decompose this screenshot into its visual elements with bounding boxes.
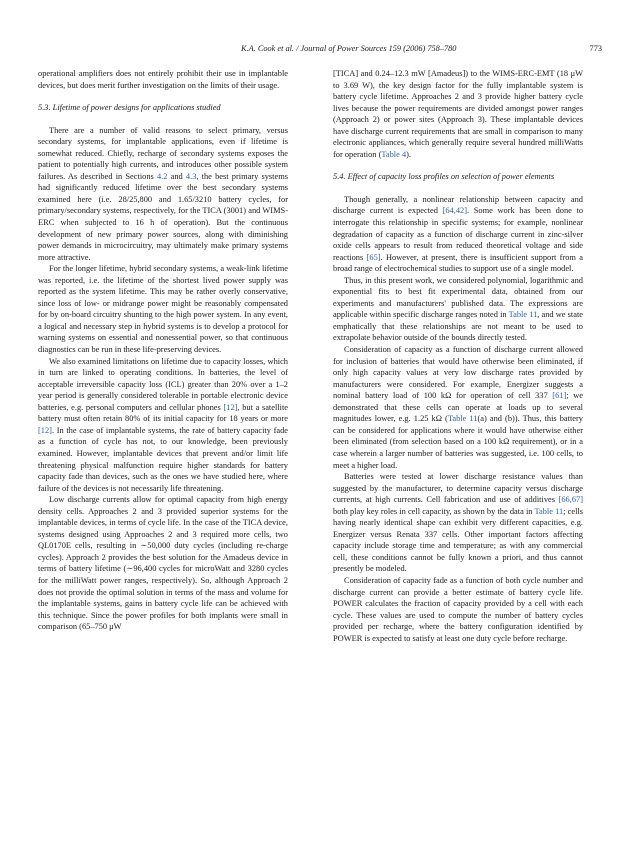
paragraph: [TICA] and 0.24–12.3 mW [Amadeus]) to the WIMS-ERC-EMT (18 μW to 3.69 W), the key design factor for the fully implantable system is battery cycle lifetime. Approaches 2 and 3 provide higher battery cycle lives because the power requirements are divided amongst power ranges (Approach 2) or power sites (Approach 3). These implantable devices have discharge current requirements that are small in comparison to many electronic appliances, which generally require several hundred milliWatts for operation (Table 4). bbox=[333, 69, 583, 159]
table-link-11[interactable]: Table 11 bbox=[447, 414, 478, 424]
page-number: 773 bbox=[589, 44, 602, 53]
right-column bbox=[333, 68, 583, 644]
paragraph: operational amplifiers does not entirely prohibit their use in implantable devices, but does merit further investigation on the limits of their usage. bbox=[38, 69, 288, 90]
paragraph: There are a number of valid reasons to select primary, versus secondary systems, for implantable applications, even if lifetime is somewhat reduced. Chiefly, recharge of secondary systems exposes the patient to potentially high currents, and introduces other possible system failures. As described in Sections 4.2 and 4.3, the best primary systems had significantly reduced lifetime over the best secondary systems examined here (i.e. 28/25,800 and 1.65/3210 battery cycles, for primary/secondary systems, respectively, for the TICA (3001) and WIMS-ERC when subjected to 16 h of operation). But the continuous development of new primary power sources, along with diminishing power demands in microcircuitry, may ultimately make primary systems more attractive. bbox=[38, 125, 288, 262]
running-header bbox=[36, 44, 602, 58]
citation-link-65[interactable]: [65] bbox=[366, 252, 381, 262]
paragraph: Low discharge currents allow for optimal capacity from high energy density cells. Approaches 2 and 3 provided superior systems for the implantable devices, in terms of cycle life. In the case of the TICA device, systems designed using Approaches 2 and 3 required more cells, two QL0170E cells, resulting in ∼50,000 duty cycles (including re-charge cycles). Approach 2 provides the best solution for the Amadeus device in terms of battery lifetime (∼96,400 cycles for microWatt and 3280 cycles for the milliWatt power ranges, respectively). So, although Approach 2 does not provide the optimal solution in terms of the mass and volume for the implantable systems, gains in battery cycle life can be achieved with this technique. Since the power profiles for both implants were small in comparison (65–750 μW bbox=[38, 495, 288, 632]
paragraph: Though generally, a nonlinear relationship between capacity and discharge current is expected [64,42]. Some work has been done to interrogate this relationship in specific systems; for example, nonlinear degradation of capacity as a function of discharge current in zinc-silver oxide cells appears to result from reduced theoretical voltage and side reactions [65]. However, at present, there is insufficient support from a broad range of electrochemical studies to support use of a single model. bbox=[333, 194, 584, 274]
section-heading-5-3: 5.3. Lifetime of power designs for applications studied bbox=[38, 103, 221, 113]
paragraph: Consideration of capacity fade as a function of both cycle number and discharge current can provide a better estimate of battery cycle life. POWER calculates the fraction of capacity provided by a cell with each cycle. These values are used to compute the number of battery cycles provided per recharge, where the battery configuration identified by POWER is expected to satisfy at least one duty cycle before recharge. bbox=[333, 575, 583, 643]
citation-link-64-42[interactable]: [64,42] bbox=[442, 206, 467, 216]
citation-link-61[interactable]: [61] bbox=[552, 391, 567, 401]
table-link-11[interactable]: Table 11 bbox=[508, 310, 538, 320]
citation-link-12[interactable]: [12] bbox=[38, 425, 52, 435]
paragraph: We also examined limitations on lifetime due to capacity losses, which in turn are linked to operating conditions. In batteries, the level of acceptable irreversible capacity loss (ICL) greater than 20% over a 1–2 year period is generally considered tolerable in portable electronic device batteries, e.g. personal computers and cellular phones [12], but a satellite battery must often retain 80% of its initial capacity for 18 years or more [12]. In the case of implantable systems, the rate of battery capacity fade as a function of cycle has not, to our knowledge, been previously examined. However, implantable devices that prevent and/or limit life threatening physical malfunction require higher standards for battery capacity fade than devices, such as the ones we have studied here, where failure of the devices is not necessarily life threatening. bbox=[38, 356, 289, 493]
paragraph: Batteries were tested at lower discharge resistance values than suggested by the manufacturer, to determine capacity versus discharge currents, at high currents. Cell fabrication and use of additives [66,67] both play key roles in cell capacity, as shown by the data in Table 11; cells having nearly identical shape can exhibit very different capacities, e.g. Energizer versus Renata 337 cells. Other important factors affecting capacity include storage time and temperature; as with any commercial cell, these conditions cannot be fully known a priori, and thus cannot presently be modeled. bbox=[333, 472, 583, 574]
citation-link-12[interactable]: [12] bbox=[223, 402, 238, 412]
paragraph: Thus, in this present work, we considered polynomial, logarithmic and exponential fits to best fit experimental data, obtained from our experiments and manufacturers' published data. The expressions are applicable within specific discharge ranges noted in Table 11, and we state emphatically that these relationships are not meant to be used to extrapolate behavior outside of the bounds directly tested. bbox=[333, 275, 583, 343]
section-heading-5-4: 5.4. Effect of capacity loss profiles on selection of power elements bbox=[333, 172, 555, 182]
citation-link-66-67[interactable]: [66,67] bbox=[558, 495, 583, 505]
table-link-11[interactable]: Table 11 bbox=[534, 506, 564, 516]
section-link-4-2[interactable]: 4.2 bbox=[156, 171, 168, 181]
left-column bbox=[38, 68, 288, 633]
journal-citation: K.A. Cook et al. / Journal of Power Sources 159 (2006) 758–780 bbox=[241, 44, 457, 53]
paragraph: For the longer lifetime, hybrid secondary systems, a weak-link lifetime was reported, i.e. the lifetime of the shortest lived power supply was reported as the system lifetime. This may be rather overly conservative, since loss of low- or midrange power might be reasonably compensated for by on-board circuitry shunting to the high power system. In any event, a logical and necessary step in hybrid systems is to develop a protocol for warning systems on essential and nonessential power, so that continuous diagnostics can be run in these life-preserving devices. bbox=[38, 264, 288, 355]
section-link-4-3[interactable]: 4.3 bbox=[185, 171, 197, 181]
paragraph: Consideration of capacity as a function of discharge current allowed for inclusion of batteries that would have otherwise been eliminated, if only high capacity values at very low discharge rates provided by manufacturers were considered. For example, Energizer suggests a nominal battery load of 100 kΩ for operation of cell 337 [61]; we demonstrated that these cells can operate at loads up to several magnitudes lower, e.g. 1.25 kΩ (Table 11(a) and (b)). Thus, this battery can be considered for applications where it would have otherwise either been eliminated (from selection based on a 100 kΩ requirement), or in a case wherein a larger number of batteries was suggested, i.e. 100 cells, to meet a higher load. bbox=[333, 345, 583, 470]
table-link-4[interactable]: Table 4 bbox=[381, 149, 407, 159]
